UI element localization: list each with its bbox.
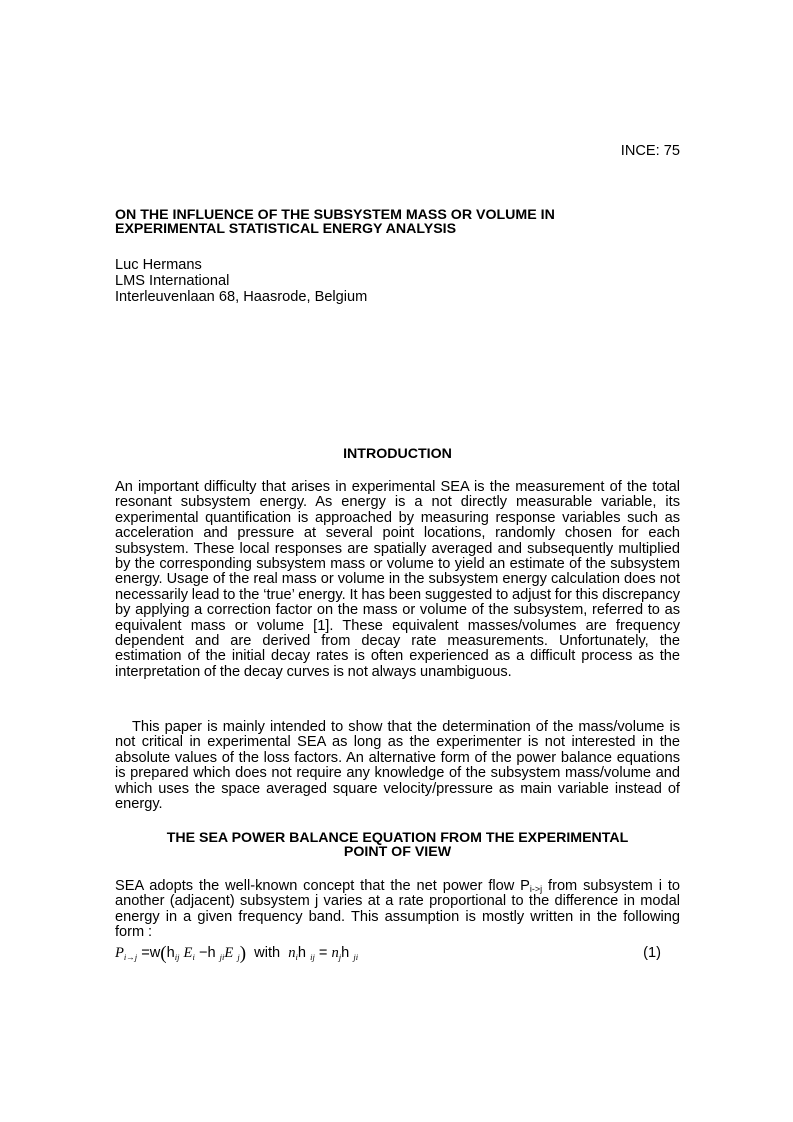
eq-sub-j-2: j xyxy=(338,952,342,962)
eq-sub-ij-2: ij xyxy=(310,952,315,962)
sea-paragraph xyxy=(115,879,680,941)
eq-equals-2: = xyxy=(318,945,328,961)
eq-power-symbol: P xyxy=(115,945,124,961)
equation-1 xyxy=(115,943,680,968)
sea-paragraph-before-sub: SEA adopts the well-known concept that the net power flow P xyxy=(115,878,530,894)
conference-id: INCE: 75 xyxy=(620,143,680,159)
eq-sub-j-1: j xyxy=(237,952,240,962)
eq-eta-ji: h xyxy=(207,945,216,961)
section-heading-introduction: INTRODUCTION xyxy=(343,446,452,462)
author-affiliation: LMS International xyxy=(115,273,230,289)
paper-title xyxy=(115,208,635,237)
eq-eta-ij: h xyxy=(166,945,175,961)
author-address: Interleuvenlaan 68, Haasrode, Belgium xyxy=(115,289,368,305)
eq-paren-close: ) xyxy=(239,943,247,964)
author-block xyxy=(115,257,515,305)
author-name: Luc Hermans xyxy=(115,257,202,273)
eq-paren-open: ( xyxy=(160,943,167,964)
eq-eta-ji-2: h xyxy=(341,945,350,961)
paper-title-line-1: ON THE INFLUENCE OF THE SUBSYSTEM MASS OR VOLUME IN xyxy=(115,207,555,223)
equation-formula xyxy=(115,943,359,964)
eq-power-subscript: i→j xyxy=(123,952,138,962)
introduction-paragraph-2: This paper is mainly intended to show that the determination of the mass/volume is not critical in experimental SEA as long as the experimenter is not interested in the absolute values of the loss factors. An alternative form of the power balance equations is prepared which does not require any knowledge of the subsystem mass/volume and which uses the space averaged square velocity/pressure as main variable instead of energy. xyxy=(115,719,680,813)
eq-sub-ij-1: ij xyxy=(174,952,180,962)
eq-modal-density-j: n xyxy=(331,945,339,961)
eq-sub-ji-2: ji xyxy=(353,952,359,962)
eq-modal-density-i: n xyxy=(288,945,296,961)
sea-paragraph-after-sub: from subsystem i to another (adjacent) subsystem j varies at a rate proportional to the difference in modal energy in a given frequency band. This assumption is mostly written in the following form : xyxy=(115,878,680,941)
eq-eta-ij-2: h xyxy=(297,945,307,961)
power-flow-subscript: i->j xyxy=(529,884,543,894)
introduction-paragraph-1: An important difficulty that arises in experimental SEA is the measurement of the total resonant subsystem energy. As energy is a not directly measurable variable, its experimental quantification is approached by measuring response variables such as acceleration and pressure at several point locations, randomly chosen for each subsystem. These local responses are spatially averaged and subsequently multiplied by the corresponding subsystem mass or volume to yield an estimate of the subsystem energy. Usage of the real mass or volume in the subsystem energy calculation does not necessarily lead to the ‘true’ energy. It has been suggested to adjust for this discrepancy by applying a correction factor on the mass or volume of the subsystem, referred to as equivalent mass or volume [1]. These equivalent masses/volumes are frequency dependent and are derived from decay rate measurements. Unfortunately, the estimation of the initial decay rates is often experienced as a difficult process as the interpretation of the decay curves is not always unambiguous. xyxy=(115,479,680,680)
eq-energy-i: E xyxy=(183,945,193,961)
section-heading-sea-power-balance xyxy=(115,831,680,860)
eq-sub-i-2: i xyxy=(295,952,298,962)
eq-energy-j: E xyxy=(224,945,234,961)
equation-number: (1) xyxy=(643,945,661,961)
section-heading-sea-line-2: POINT OF VIEW xyxy=(343,844,452,861)
section-heading-sea-line-1: THE SEA POWER BALANCE EQUATION FROM THE EXPERIMENTAL xyxy=(166,830,629,846)
eq-sub-i-1: i xyxy=(192,952,195,962)
paper-title-line-2: EXPERIMENTAL STATISTICAL ENERGY ANALYSIS xyxy=(115,221,457,238)
eq-equals-1: = xyxy=(141,945,150,961)
eq-omega: w xyxy=(149,945,161,961)
eq-with-word: with xyxy=(254,945,281,961)
eq-minus: − xyxy=(198,945,208,961)
eq-sub-ji-1: ji xyxy=(219,952,225,962)
